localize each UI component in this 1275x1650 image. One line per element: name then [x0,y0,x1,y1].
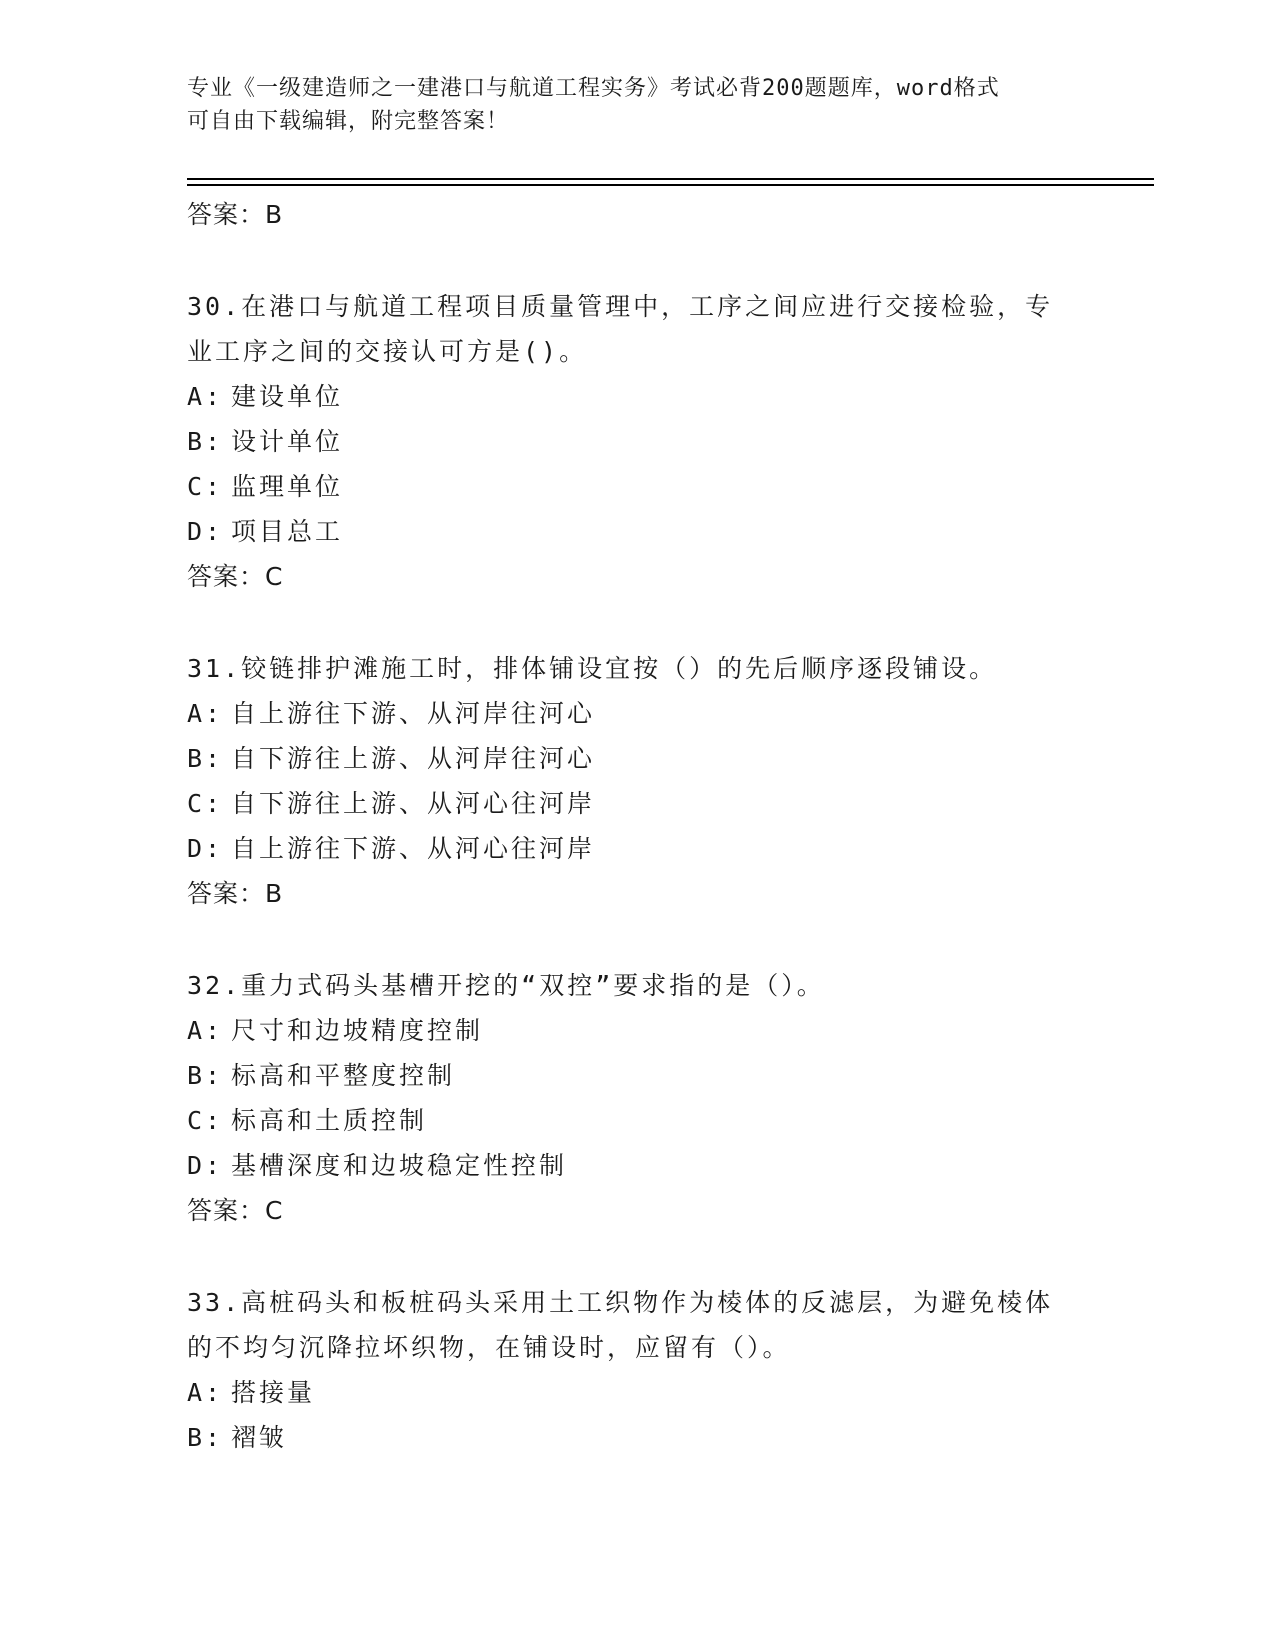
option-letter: C: [187,1106,224,1135]
option-letter: A: [187,1378,224,1407]
option-letter: A: [187,382,224,411]
question-33 [187,1280,1087,1460]
option-text: 自上游往下游、从河心往河岸 [231,834,596,863]
question-stem: 31.铰链排护滩施工时，排体铺设宜按（）的先后顺序逐段铺设。 [187,654,998,683]
option-letter: D: [187,517,224,546]
spacer [187,1234,1087,1280]
question-stem: 33.高桩码头和板桩码头采用土工织物作为棱体的反滤层，为避免棱体 [187,1288,1054,1317]
option-letter: B: [187,1061,224,1090]
option-c [187,1098,1087,1143]
option-letter: C: [187,789,224,818]
question-stem: 32.重力式码头基槽开挖的“双控”要求指的是（）。 [187,971,825,1000]
option-text: 自下游往上游、从河心往河岸 [231,789,596,818]
header-rule-bottom [187,184,1154,186]
option-letter: B: [187,1423,224,1452]
answer: 答案：C [187,1196,284,1225]
option-d [187,509,1087,554]
header-rule-top [187,178,1154,180]
option-text: 基槽深度和边坡稳定性控制 [231,1151,568,1180]
option-letter: A: [187,1016,224,1045]
answer: 答案：B [187,879,284,908]
header-line-1: 专业《一级建造师之一建港口与航道工程实务》考试必背200题题库，word格式 [187,76,1000,101]
question-stem: 30.在港口与航道工程项目质量管理中，工序之间应进行交接检验，专 [187,292,1054,321]
option-c [187,464,1087,509]
option-letter: B: [187,744,224,773]
question-stem: 业工序之间的交接认可方是()。 [187,337,588,366]
previous-answer: 答案：B [187,200,284,229]
option-b [187,1053,1087,1098]
document-body [187,192,1087,1460]
question-31 [187,646,1087,963]
option-text: 尺寸和边坡精度控制 [231,1016,484,1045]
option-a [187,374,1087,419]
option-letter: D: [187,834,224,863]
question-32 [187,963,1087,1280]
option-c [187,781,1087,826]
option-letter: C: [187,472,224,501]
spacer [187,917,1087,963]
option-text: 监理单位 [231,472,344,501]
option-a [187,691,1087,736]
document-header [187,72,1087,138]
option-d [187,826,1087,871]
option-a [187,1008,1087,1053]
option-letter: A: [187,699,224,728]
option-text: 褶皱 [231,1423,288,1452]
option-text: 标高和平整度控制 [231,1061,456,1090]
header-line-2: 可自由下载编辑，附完整答案！ [187,109,510,134]
option-d [187,1143,1087,1188]
option-b [187,1415,1087,1460]
option-b [187,736,1087,781]
option-a [187,1370,1087,1415]
option-letter: D: [187,1151,224,1180]
option-text: 自下游往上游、从河岸往河心 [231,744,596,773]
option-text: 搭接量 [231,1378,316,1407]
spacer [187,600,1087,646]
question-stem: 的不均匀沉降拉坏织物，在铺设时，应留有（）。 [187,1333,791,1362]
question-30 [187,284,1087,646]
option-letter: B: [187,427,224,456]
option-text: 项目总工 [231,517,344,546]
option-b [187,419,1087,464]
answer: 答案：C [187,562,284,591]
option-text: 建设单位 [231,382,344,411]
option-text: 标高和土质控制 [231,1106,428,1135]
option-text: 自上游往下游、从河岸往河心 [231,699,596,728]
option-text: 设计单位 [231,427,344,456]
spacer [187,238,1087,284]
